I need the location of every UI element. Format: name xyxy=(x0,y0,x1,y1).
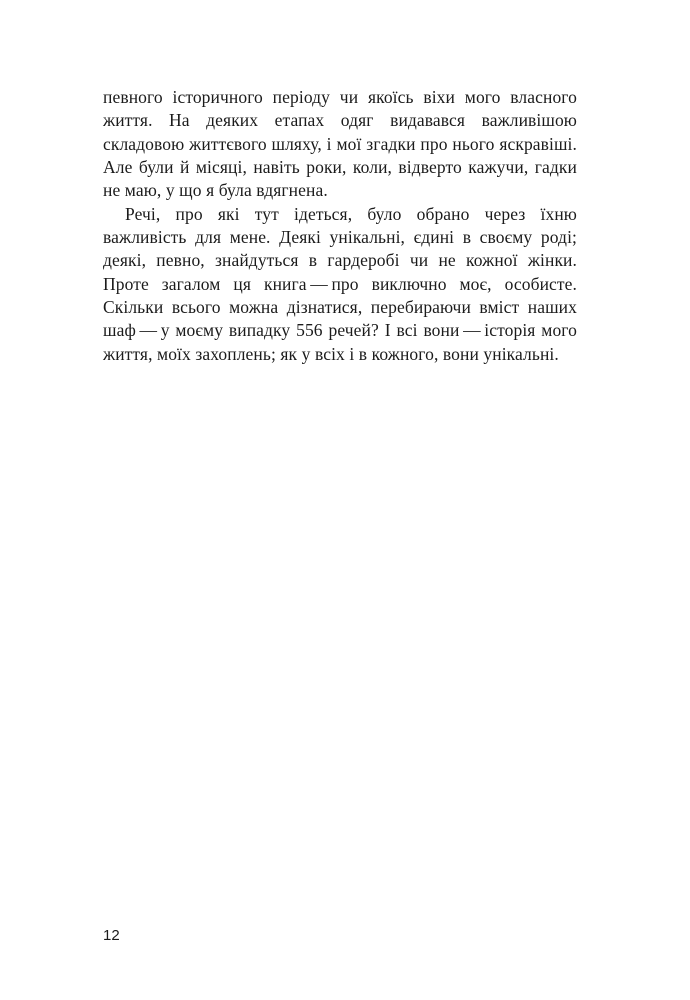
paragraph-second: Речі, про які тут ідеться, було обрано через їхню важливість для мене. Деякі унікальні, єдині в своєму роді; деякі, певно, знайдуться в гардеробі чи не кожної жінки. Проте загалом ця книга — про виключно моє, особисте. Скільки всього можна дізнатися, перебираючи вміст наших шаф — у моєму випадку 556 речей? І всі вони — історія мого життя, моїх захоплень; як у всіх і в кожного, вони унікальні. xyxy=(103,203,577,364)
page-number: 12 xyxy=(103,927,120,944)
paragraph-continued: певного історичного періоду чи якоїсь віхи мого власного життя. На деяких етапах одяг видавався важливішою складовою життєвого шляху, і мої згадки про нього яскравіші. Але були й місяці, навіть роки, коли, відверто кажучи, гадки не маю, у що я була вдягнена. xyxy=(103,87,577,201)
body-text xyxy=(103,86,577,366)
